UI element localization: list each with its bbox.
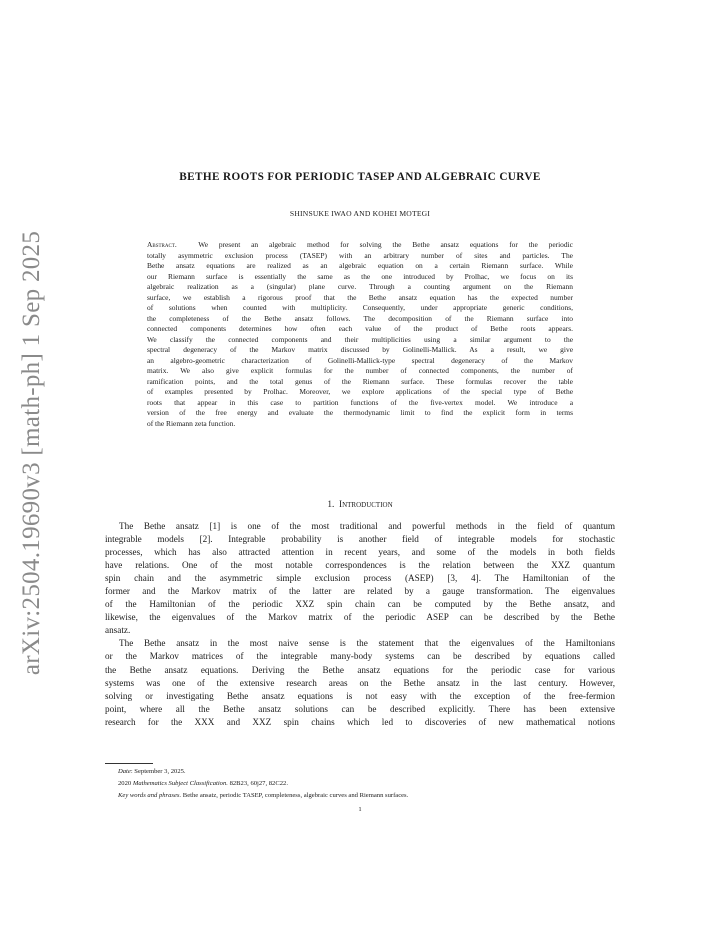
abstract-line: roots that appear in this case to partition functions of the five-vertex model. We introduce a [147,397,573,407]
abstract-line-text: We present an algebraic method for solving the Bethe ansatz equations for the periodic [198,240,573,249]
section-heading [100,500,620,510]
paragraph-line: have relations. One of the most notable correspondences is the relation between the XXZ quantum [105,560,615,571]
keywords-value: Bethe ansatz, periodic TASEP, completeness, algebraic curves and Riemann surfaces. [182,792,409,799]
abstract-line: our Riemann surface is essentially the same as the one introduced by Prolhac, we focus on its [147,271,573,281]
footnote-divider [105,763,153,764]
abstract-line: an algebro-geometric characterization of Golinelli-Mallick-type spectral degeneracy of the Markov [147,355,573,365]
arxiv-sidebar-identifier [12,230,52,676]
abstract-line: connected components determines how often each value of the product of Bethe roots appears. [147,324,573,333]
abstract-line [147,240,573,251]
paragraph-line: spin chain and the asymmetric simple exclusion process (ASEP) [3, 4]. The Hamiltonian of the [105,573,615,584]
paragraph-line: ansatz. [105,625,131,636]
footnote-date [118,767,618,777]
abstract-line: of the Riemann zeta function. [147,418,236,428]
section-number: 1. [327,500,335,510]
paragraph-line: processes, which has also attracted attention in recent years, and some of the models in both fields [105,547,615,558]
paragraph-line: or the Markov matrices of the integrable many-body systems can be described by equations called [105,651,615,662]
msc-label: Mathematics Subject Classification. [132,780,228,787]
msc-year: 2020 [118,780,132,787]
abstract-line: of solutions when counted with multiplicity. Consequently, under appropriate generic conditions, [147,303,573,312]
footnote-msc [118,779,618,789]
abstract-line: matrix. We also give explicit formulas for the number of connected components, the number of [147,366,573,375]
abstract-line: the completeness of the Bethe ansatz follows. The decomposition of the Riemann surface into [147,313,573,323]
page-number: 1 [358,806,362,813]
date-value: : September 3, 2025. [130,768,186,775]
abstract-line: totally asymmetric exclusion process (TASEP) with an arbitrary number of sites and particles. The [147,250,573,260]
paragraph-line: of the Hamiltonian of the periodic XXZ spin chain can be computed by the Bethe ansatz, and [105,599,615,610]
abstract-line: Bethe ansatz equations are realized as an algebraic equation on a certain Riemann surface. While [147,261,573,270]
abstract-line: We classify the connected components and their multiplicities using a similar argument to the [147,334,573,344]
abstract-line: ramification points, and the total genus of the Riemann surface. These formulas recover the table [147,376,573,386]
footnote-keywords [118,791,618,801]
paragraph-line: systems was one of the extensive research areas on the Bethe ansatz in the last century. However, [105,677,615,688]
abstract-line: algebraic realization as a (singular) plane curve. Through a counting argument on the Riemann [147,282,573,291]
abstract-line: spectral degeneracy of the Markov matrix discussed by Golinelli-Mallick. As a result, we give [147,345,573,354]
paragraph-line: point, where all the Bethe ansatz solutions can be described explicitly. There has been extensive [105,703,615,714]
paragraph-line: The Bethe ansatz in the most naive sense is the statement that the eigenvalues of the Hamiltonians [119,638,615,649]
msc-value: 82B23, 60j27, 82C22. [229,780,288,787]
paragraph-line: former and the Markov matrix of the latter are related by a gauge transformation. The eigenvalues [105,586,615,597]
paragraph-line: research for the XXX and XXZ spin chains which led to discoveries of new mathematical notions [105,716,615,727]
paragraph-line: solving or investigating Bethe ansatz equations is not easy with the exception of the free-fermion [105,690,615,701]
body-text [105,520,615,729]
paragraph-line: The Bethe ansatz [1] is one of the most traditional and powerful methods in the field of quantum [119,521,615,531]
abstract-line: surface, we establish a rigorous proof that the Bethe ansatz equation has the expected number [147,292,573,302]
section-title: Introduction [338,500,393,510]
paper-title: BETHE ROOTS FOR PERIODIC TASEP AND ALGEBRAIC CURVE [179,171,541,183]
date-label: Date [118,768,131,775]
paragraph-line: the Bethe ansatz equations. Deriving the Bethe ansatz equations for the periodic case for various [105,664,615,675]
abstract-line: of examples presented by Prolhac. Moreover, we explore applications of the special type of Bethe [147,387,573,396]
keywords-label: Key words and phrases. [118,792,182,799]
paragraph-line: likewise, the eigenvalues of the Markov matrix of the periodic ASEP can be described by the Bethe [105,612,615,623]
paragraph-line: integrable models [2]. Integrable probability is another field of integrable models for stochastic [105,534,615,545]
paper-authors: SHINSUKE IWAO AND KOHEI MOTEGI [289,209,431,218]
abstract-heading: Abstract. [147,240,177,249]
abstract [147,240,573,429]
abstract-line: version of the free energy and evaluate the thermodynamic limit to find the explicit form in terms [147,408,573,417]
arxiv-id-text: arXiv:2504.19690v3 [math-ph] 1 Sep 2025 [18,230,45,676]
